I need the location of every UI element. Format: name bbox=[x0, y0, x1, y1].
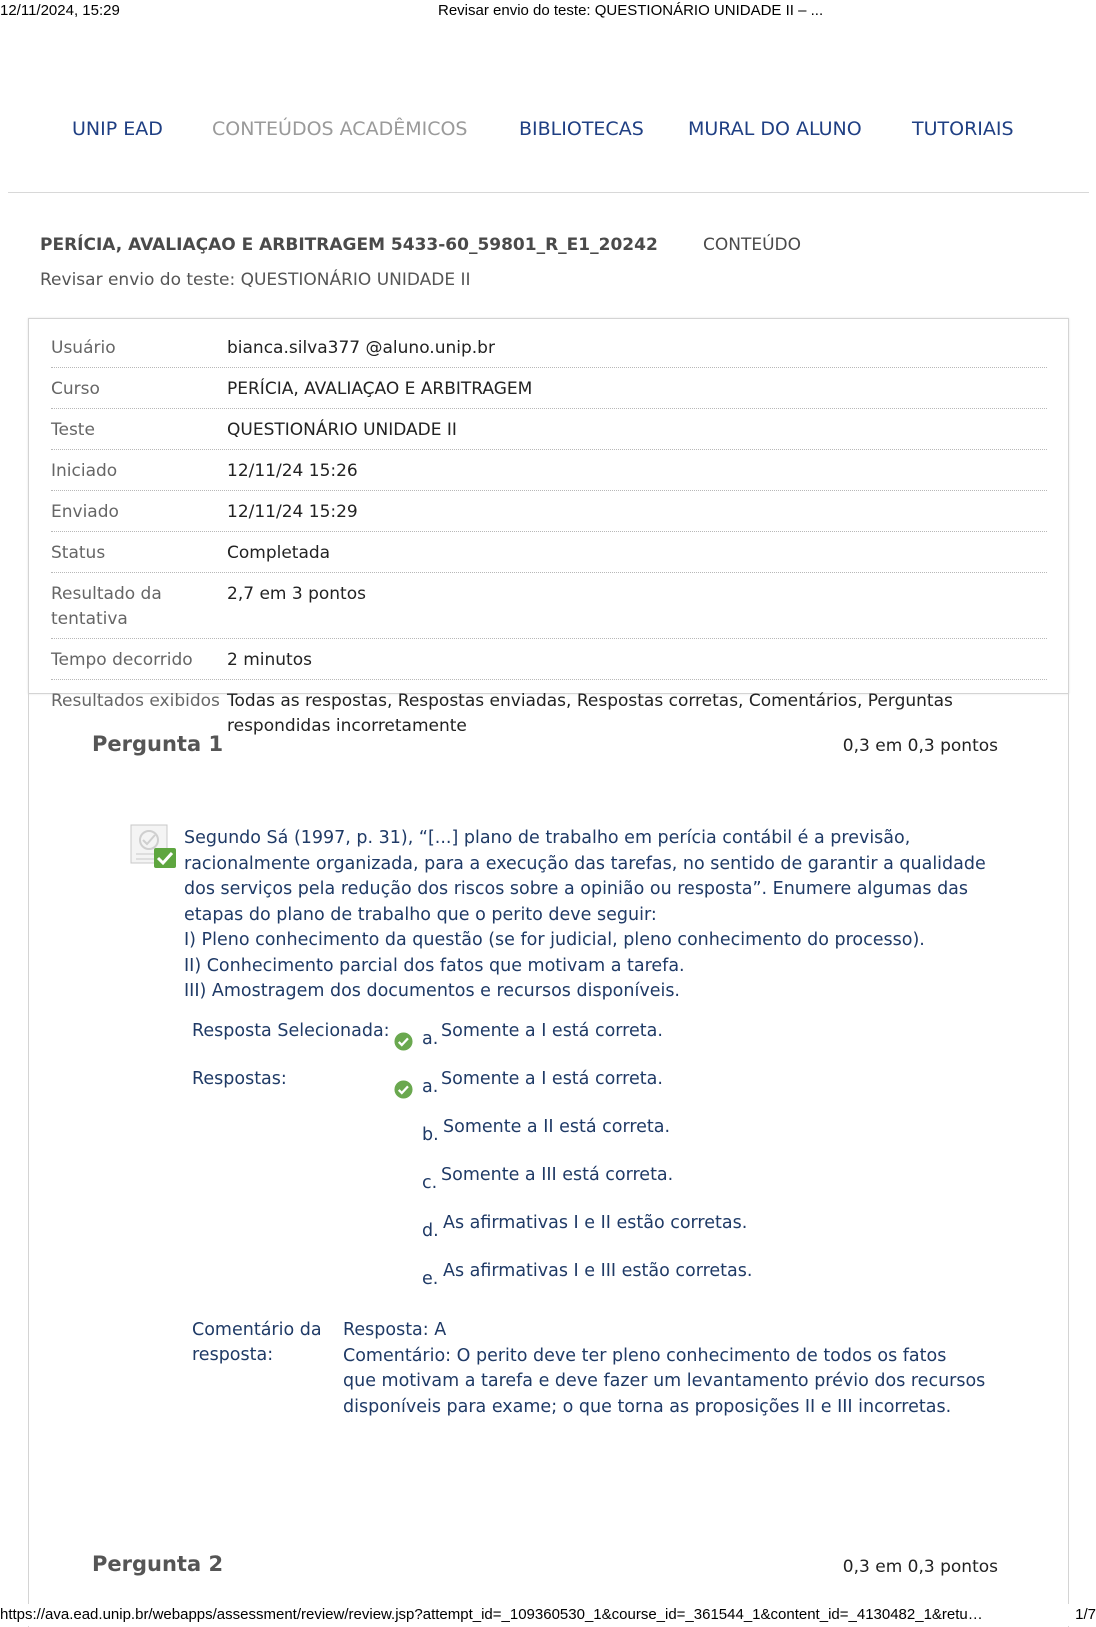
summary-value: QUESTIONÁRIO UNIDADE II bbox=[227, 420, 457, 440]
summary-label: Resultado da tentativa bbox=[51, 584, 162, 629]
answer-option-text: Somente a III está correta. bbox=[441, 1165, 674, 1185]
comment-label: Comentário da resposta: bbox=[192, 1320, 322, 1365]
page-title: Revisar envio do teste: QUESTIONÁRIO UNIDADE II bbox=[40, 270, 471, 290]
summary-row-usuario bbox=[51, 327, 1047, 368]
attempt-summary bbox=[28, 318, 1069, 736]
comment-line: Comentário: O perito deve ter pleno conhecimento de todos os fatos bbox=[343, 1345, 947, 1366]
summary-label: Curso bbox=[51, 379, 100, 399]
comment-line: disponíveis para exame; o que torna as proposições II e III incorretas. bbox=[343, 1396, 952, 1417]
summary-value: Todas as respostas, Respostas enviadas, Respostas corretas, Comentários, Perguntas respondidas incorretamente bbox=[227, 691, 953, 736]
summary-value: 2 minutos bbox=[227, 650, 312, 670]
nav-unip-ead[interactable]: UNIP EAD bbox=[72, 118, 163, 140]
check-correct-icon bbox=[394, 1032, 413, 1051]
summary-label: Usuário bbox=[51, 338, 116, 358]
summary-value: 2,7 em 3 pontos bbox=[227, 584, 366, 604]
nav-conteudos-academicos[interactable]: CONTEÚDOS ACADÊMICOS bbox=[212, 118, 468, 140]
nav-tutoriais[interactable]: TUTORIAIS bbox=[912, 118, 1014, 140]
answer-option-text: Somente a I está correta. bbox=[441, 1069, 663, 1089]
question-1-title: Pergunta 1 bbox=[92, 732, 224, 756]
answers-label: Respostas: bbox=[192, 1069, 287, 1089]
summary-table bbox=[51, 327, 1047, 745]
top-nav bbox=[0, 118, 1096, 148]
summary-label: Iniciado bbox=[51, 461, 118, 481]
summary-value: 12/11/24 15:29 bbox=[227, 502, 358, 522]
print-title: Revisar envio do teste: QUESTIONÁRIO UNIDADE II – ... bbox=[438, 2, 824, 19]
question-text-line: racionalmente organizada, para a execução das tarefas, no sentido de garantir a qualidade bbox=[184, 853, 986, 874]
answer-option-text: As afirmativas I e III estão corretas. bbox=[443, 1261, 753, 1281]
print-datetime: 12/11/2024, 15:29 bbox=[0, 2, 120, 19]
question-text-line: etapas do plano de trabalho que o perito deve seguir: bbox=[184, 904, 657, 925]
answer-option-letter: c. bbox=[422, 1173, 438, 1193]
summary-row-resultado bbox=[51, 573, 1047, 639]
summary-value: PERÍCIA, AVALIAÇAO E ARBITRAGEM bbox=[227, 379, 533, 399]
answer-option-text: As afirmativas I e II estão corretas. bbox=[443, 1213, 748, 1233]
question-text-line: I) Pleno conhecimento da questão (se for judicial, pleno conhecimento do processo). bbox=[184, 930, 925, 950]
question-text-line: II) Conhecimento parcial dos fatos que motivam a tarefa. bbox=[184, 955, 685, 976]
question-1-text bbox=[184, 826, 984, 1005]
content-link[interactable]: CONTEÚDO bbox=[703, 235, 802, 255]
question-text-line: dos serviços pela redução dos riscos sobre a opinião ou resposta”. Enumere algumas das bbox=[184, 879, 969, 899]
answer-option-text: Somente a II está correta. bbox=[443, 1117, 671, 1137]
nav-mural-do-aluno[interactable]: MURAL DO ALUNO bbox=[688, 118, 862, 140]
selected-answer-label: Resposta Selecionada: bbox=[192, 1021, 390, 1041]
check-correct-icon bbox=[394, 1080, 413, 1099]
question-text-line: Segundo Sá (1997, p. 31), “[...] plano de trabalho em perícia contábil é a previsão, bbox=[184, 828, 911, 848]
answer-option-letter: d. bbox=[422, 1221, 439, 1241]
answer-option-letter: a. bbox=[422, 1077, 439, 1097]
summary-value: Completada bbox=[227, 543, 331, 563]
print-footer bbox=[0, 1604, 1096, 1626]
comment-line: Resposta: A bbox=[343, 1320, 447, 1340]
print-url: https://ava.ead.unip.br/webapps/assessment/review/review.jsp?attempt_id=_109360530_1&course_id=_361544_1&content_id=_4130482_1&retu… bbox=[0, 1606, 983, 1623]
summary-row-tempo bbox=[51, 639, 1047, 680]
summary-label: Status bbox=[51, 543, 106, 563]
summary-value: 12/11/24 15:26 bbox=[227, 461, 358, 481]
summary-row-iniciado bbox=[51, 450, 1047, 491]
selected-answer-letter: a. bbox=[422, 1029, 439, 1049]
summary-label: Tempo decorrido bbox=[51, 650, 193, 670]
summary-row-teste bbox=[51, 409, 1047, 450]
nav-bibliotecas[interactable]: BIBLIOTECAS bbox=[519, 118, 644, 140]
print-page-number: 1/7 bbox=[1075, 1606, 1096, 1623]
summary-label: Enviado bbox=[51, 502, 119, 522]
summary-value: bianca.silva377 @aluno.unip.br bbox=[227, 338, 495, 358]
comment-line: que motivam a tarefa e deve fazer um levantamento prévio dos recursos bbox=[343, 1371, 986, 1391]
question-text-line: III) Amostragem dos documentos e recursos disponíveis. bbox=[184, 981, 680, 1001]
selected-answer-text: Somente a I está correta. bbox=[441, 1021, 663, 1041]
course-title[interactable]: PERÍCIA, AVALIAÇAO E ARBITRAGEM 5433-60_59801_R_E1_20242 bbox=[40, 235, 658, 255]
print-header bbox=[0, 0, 1096, 22]
question-1-score: 0,3 em 0,3 pontos bbox=[842, 736, 998, 756]
question-2-score: 0,3 em 0,3 pontos bbox=[842, 1557, 998, 1577]
summary-row-status bbox=[51, 532, 1047, 573]
summary-label: Resultados exibidos bbox=[51, 691, 220, 711]
answer-option-letter: b. bbox=[422, 1125, 439, 1145]
answer-comment bbox=[343, 1318, 986, 1420]
summary-row-curso bbox=[51, 368, 1047, 409]
answer-option-letter: e. bbox=[422, 1269, 439, 1289]
question-2-title: Pergunta 2 bbox=[92, 1552, 224, 1576]
summary-row-enviado bbox=[51, 491, 1047, 532]
question-correct-icon bbox=[130, 824, 178, 872]
summary-label: Teste bbox=[51, 420, 95, 440]
nav-divider bbox=[8, 192, 1089, 193]
